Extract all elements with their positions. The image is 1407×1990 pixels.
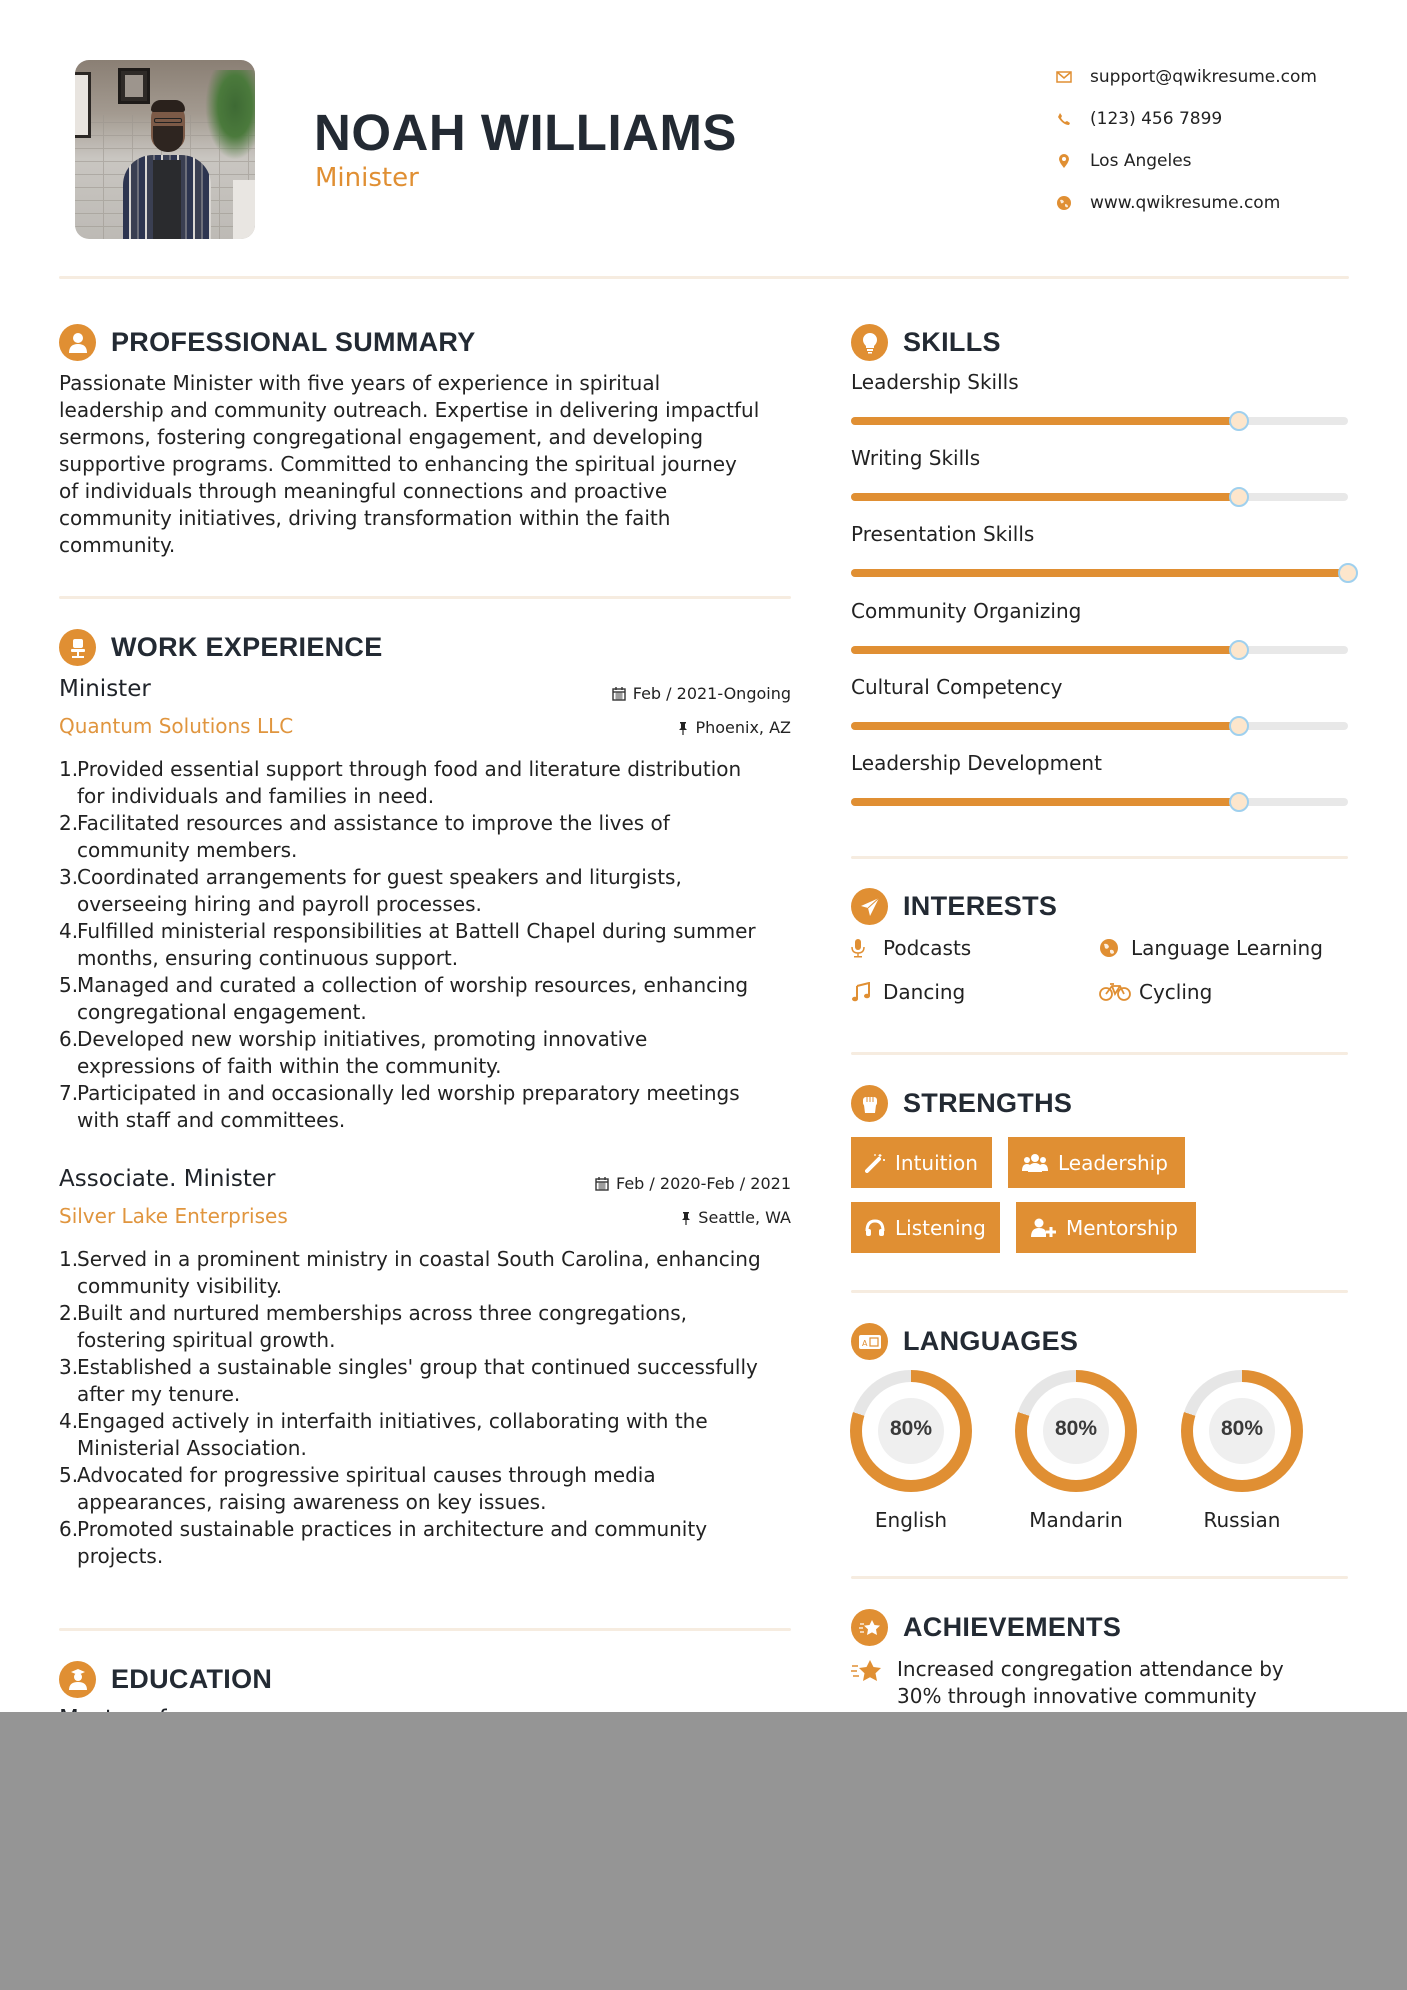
strength-listening: Listening (851, 1202, 1000, 1253)
job-title: Minister (59, 676, 151, 702)
list-item: 2. Built and nurtured memberships across three congregations, fostering spiritual growth. (59, 1301, 688, 1352)
candidate-name: NOAH WILLIAMS (314, 104, 737, 161)
experience-divider (59, 1628, 791, 1631)
language-english: 80% English (850, 1370, 972, 1532)
pushpin-icon (681, 1211, 691, 1225)
shooting-star-icon (851, 1609, 888, 1646)
paper-plane-icon (851, 888, 888, 925)
phone-icon (1054, 109, 1074, 129)
interest-dancing: Dancing (851, 980, 965, 1004)
list-item: 5. Advocated for progressive spiritual causes through media appearances, raising awareness on key issues. (59, 1463, 656, 1514)
summary-text: Passionate Minister with five years of experience in spiritual leadership and community outreach. Expertise in delivering impactful sermons, fostering congregational engagement, and developing supportive programs. Committed to enhancing the spiritual journey of individuals through meaningful connections and proactive community initiatives, driving transformation within the faith community. (59, 371, 760, 557)
profile-photo (75, 60, 255, 239)
group-icon (1022, 1153, 1048, 1173)
interest-language-learning: Language Learning (1099, 936, 1323, 960)
skill-slider[interactable] (851, 722, 1348, 730)
progress-ring: 80% (1181, 1370, 1303, 1492)
experience-heading: WORK EXPERIENCE (59, 629, 383, 666)
svg-text:A: A (861, 1338, 867, 1348)
interests-heading: INTERESTS (851, 888, 1057, 925)
language-card-icon (851, 1323, 888, 1360)
map-pin-icon (1054, 151, 1074, 171)
globe-icon (1099, 938, 1125, 958)
skills-heading: SKILLS (851, 324, 1001, 361)
list-item: 2. Facilitated resources and assistance to improve the lives of community members. (59, 811, 670, 862)
pushpin-icon (678, 721, 688, 735)
list-item: 4. Fulfilled ministerial responsibilities at Battell Chapel during summer months, ensuring continuous support. (59, 919, 756, 970)
progress-ring: 80% (850, 1370, 972, 1492)
contact-location: Los Angeles (1054, 140, 1317, 182)
job-dates: Feb / 2020-Feb / 2021 (595, 1174, 791, 1193)
skill-slider[interactable] (851, 417, 1348, 425)
language-russian: 80% Russian (1181, 1370, 1303, 1532)
achievements-heading: ACHIEVEMENTS (851, 1609, 1121, 1646)
skill-writing: Writing Skills (851, 446, 1348, 501)
skill-presentation: Presentation Skills (851, 522, 1348, 577)
calendar-icon (595, 1177, 609, 1191)
calendar-icon (612, 687, 626, 701)
list-item: 6. Developed new worship initiatives, promoting innovative expressions of faith within the community. (59, 1027, 648, 1078)
skill-slider[interactable] (851, 493, 1348, 501)
page-cutoff-overlay-top (176, 1712, 1407, 1722)
progress-ring: 80% (1015, 1370, 1137, 1492)
strengths-heading: STRENGTHS (851, 1085, 1072, 1122)
job-bullets (59, 756, 799, 1134)
job-bullets (59, 1246, 799, 1570)
education-heading: EDUCATION (59, 1661, 272, 1698)
header-divider (59, 276, 1349, 279)
microphone-icon (851, 938, 877, 958)
strengths-divider (851, 1290, 1348, 1293)
bicycle-icon (1099, 983, 1133, 1001)
strength-mentorship: Mentorship (1016, 1202, 1196, 1253)
magic-wand-icon (865, 1153, 885, 1173)
list-item: 7. Participated in and occasionally led worship preparatory meetings with staff and committees. (59, 1081, 740, 1132)
summary-divider (59, 596, 791, 599)
job-dates: Feb / 2021-Ongoing (612, 684, 791, 703)
user-plus-icon (1030, 1218, 1056, 1238)
user-icon (59, 324, 96, 361)
company-name: Silver Lake Enterprises (59, 1204, 288, 1228)
skill-community-organizing: Community Organizing (851, 599, 1348, 654)
list-item: 1. Served in a prominent ministry in coastal South Carolina, enhancing community visibility. (59, 1247, 761, 1298)
job-location: Phoenix, AZ (678, 718, 791, 737)
skills-divider (851, 856, 1348, 859)
strength-leadership: Leadership (1008, 1137, 1185, 1188)
skill-slider[interactable] (851, 798, 1348, 806)
interests-divider (851, 1052, 1348, 1055)
contact-phone[interactable]: (123) 456 7899 (1054, 98, 1317, 140)
list-item: 5. Managed and curated a collection of worship resources, enhancing congregational engagement. (59, 973, 749, 1024)
summary-heading: PROFESSIONAL SUMMARY (59, 324, 476, 361)
contact-list (1054, 56, 1317, 224)
language-mandarin: 80% Mandarin (1015, 1370, 1137, 1532)
job-title: Associate. Minister (59, 1166, 276, 1192)
list-item: 3. Established a sustainable singles' group that continued successfully after my tenure. (59, 1355, 758, 1406)
skill-cultural-competency: Cultural Competency (851, 675, 1348, 730)
office-chair-icon (59, 629, 96, 666)
interest-podcasts: Podcasts (851, 936, 971, 960)
languages-heading: A LANGUAGES (851, 1323, 1078, 1360)
shooting-star-icon (851, 1658, 885, 1688)
page-cutoff-overlay (0, 1712, 1407, 1990)
music-note-icon (851, 982, 877, 1002)
skill-slider[interactable] (851, 569, 1348, 577)
skill-leadership: Leadership Skills (851, 370, 1348, 425)
globe-icon (1054, 193, 1074, 213)
fist-icon (851, 1085, 888, 1122)
lightbulb-icon (851, 324, 888, 361)
languages-divider (851, 1576, 1348, 1579)
contact-website[interactable]: www.qwikresume.com (1054, 182, 1317, 224)
envelope-icon (1054, 67, 1074, 87)
contact-email[interactable]: support@qwikresume.com (1054, 56, 1317, 98)
company-name: Quantum Solutions LLC (59, 714, 294, 738)
interest-cycling: Cycling (1099, 980, 1212, 1004)
skill-slider[interactable] (851, 646, 1348, 654)
list-item: 3. Coordinated arrangements for guest speakers and liturgists, overseeing hiring and payroll processes. (59, 865, 682, 916)
strength-intuition: Intuition (851, 1137, 992, 1188)
list-item: 1. Provided essential support through food and literature distribution for individuals and families in need. (59, 757, 742, 808)
graduate-icon (59, 1661, 96, 1698)
skill-leadership-development: Leadership Development (851, 751, 1348, 806)
list-item: 6. Promoted sustainable practices in architecture and community projects. (59, 1517, 708, 1568)
job-location: Seattle, WA (681, 1208, 791, 1227)
candidate-role: Minister (315, 163, 419, 193)
achievement-item: Increased congregation attendance by 30% through innovative community (851, 1656, 1327, 1710)
headphones-icon (865, 1219, 885, 1237)
list-item: 4. Engaged actively in interfaith initiatives, collaborating with the Ministerial Association. (59, 1409, 708, 1460)
